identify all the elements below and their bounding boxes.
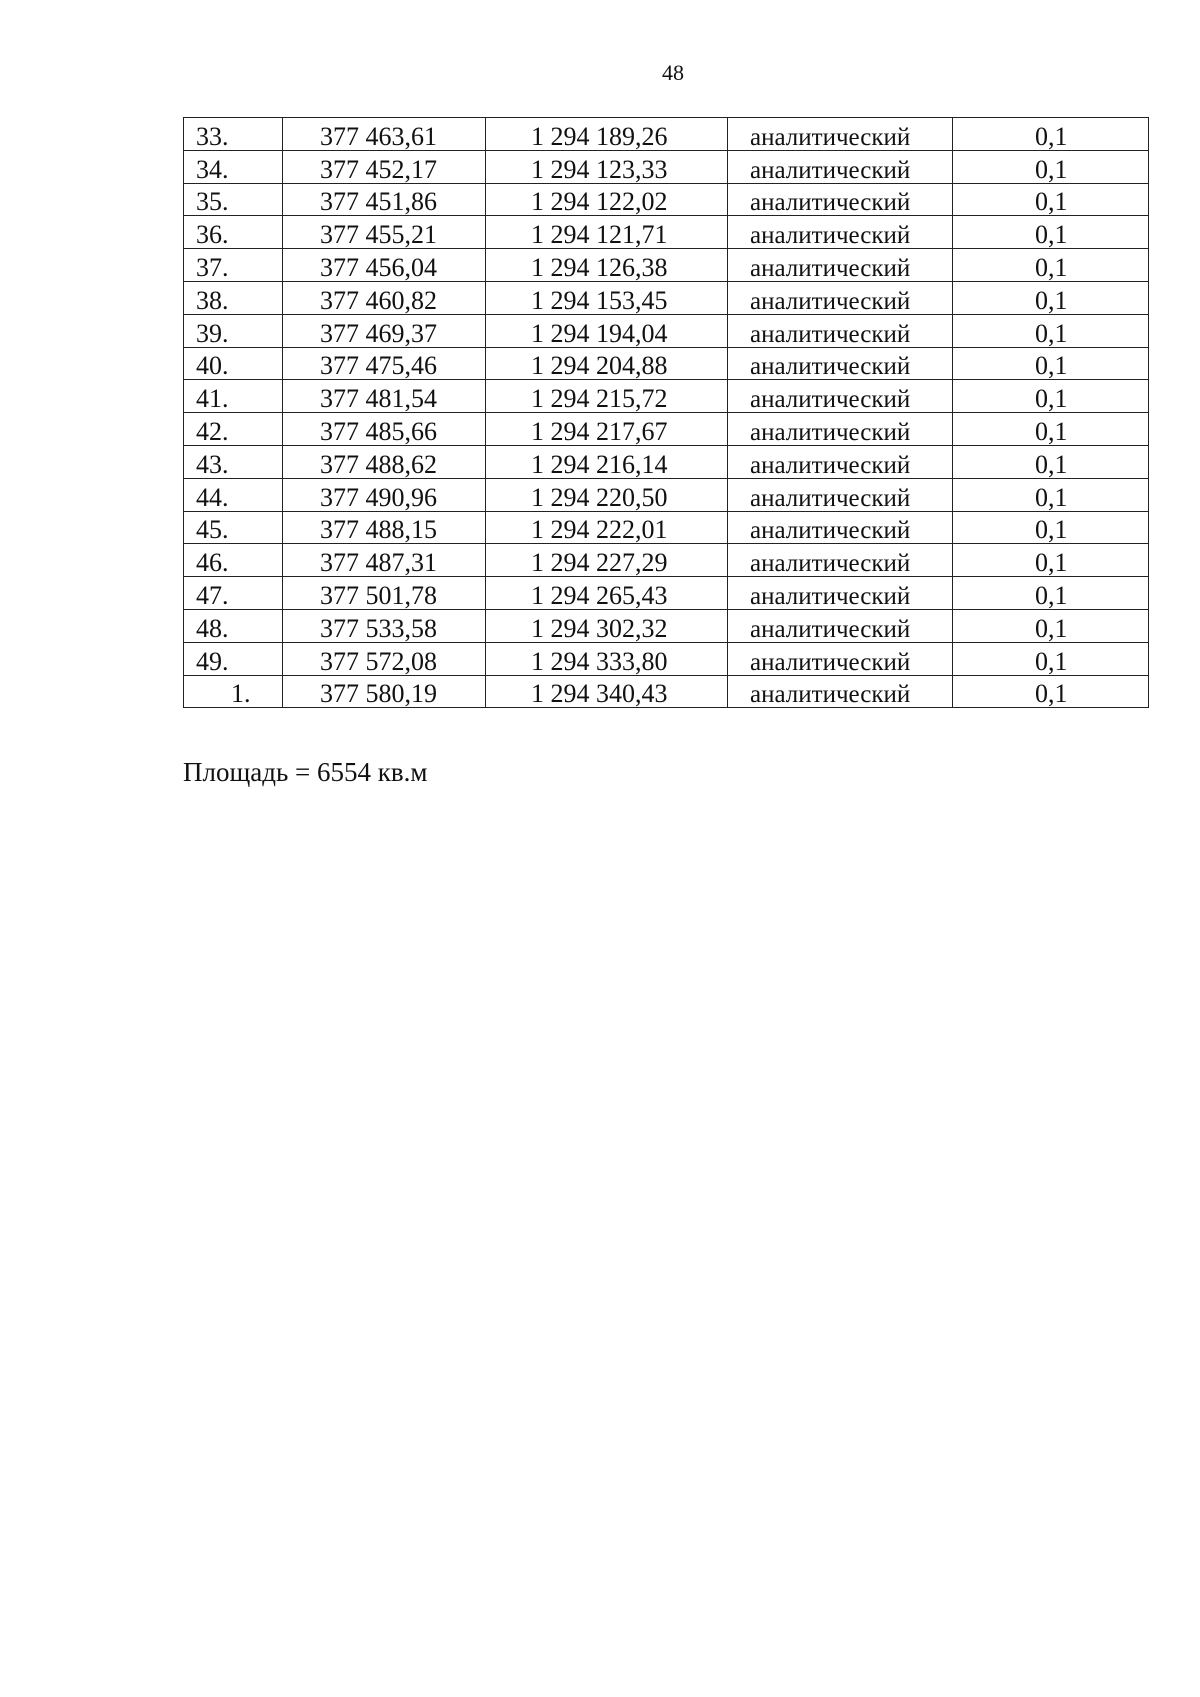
point-number-cell: 33. bbox=[184, 118, 283, 151]
x-coordinate-cell: 377 580,19 bbox=[283, 675, 486, 708]
method-cell: аналитический bbox=[728, 609, 953, 642]
x-coordinate-cell: 377 488,15 bbox=[283, 511, 486, 544]
y-coordinate-cell: 1 294 204,88 bbox=[486, 347, 728, 380]
y-coordinate-cell: 1 294 340,43 bbox=[486, 675, 728, 708]
method-cell: аналитический bbox=[728, 413, 953, 446]
error-cell: 0,1 bbox=[953, 249, 1149, 282]
error-cell: 0,1 bbox=[953, 380, 1149, 413]
point-number-cell: 46. bbox=[184, 544, 283, 577]
x-coordinate-cell: 377 572,08 bbox=[283, 642, 486, 675]
table-row bbox=[184, 314, 1149, 347]
error-cell: 0,1 bbox=[953, 183, 1149, 216]
method-cell: аналитический bbox=[728, 380, 953, 413]
error-cell: 0,1 bbox=[953, 675, 1149, 708]
method-cell: аналитический bbox=[728, 445, 953, 478]
point-number-cell: 1. bbox=[184, 675, 283, 708]
y-coordinate-cell: 1 294 122,02 bbox=[486, 183, 728, 216]
method-cell: аналитический bbox=[728, 544, 953, 577]
error-cell: 0,1 bbox=[953, 478, 1149, 511]
x-coordinate-cell: 377 501,78 bbox=[283, 577, 486, 610]
x-coordinate-cell: 377 469,37 bbox=[283, 314, 486, 347]
error-cell: 0,1 bbox=[953, 281, 1149, 314]
area-total: Площадь = 6554 кв.м bbox=[183, 757, 428, 787]
table-row bbox=[184, 380, 1149, 413]
point-number-cell: 35. bbox=[184, 183, 283, 216]
point-number-cell: 34. bbox=[184, 150, 283, 183]
point-number-cell: 39. bbox=[184, 314, 283, 347]
y-coordinate-cell: 1 294 222,01 bbox=[486, 511, 728, 544]
point-number-cell: 37. bbox=[184, 249, 283, 282]
error-cell: 0,1 bbox=[953, 511, 1149, 544]
table-row bbox=[184, 118, 1149, 151]
method-cell: аналитический bbox=[728, 249, 953, 282]
x-coordinate-cell: 377 475,46 bbox=[283, 347, 486, 380]
point-number-cell: 44. bbox=[184, 478, 283, 511]
table-row bbox=[184, 347, 1149, 380]
error-cell: 0,1 bbox=[953, 150, 1149, 183]
error-cell: 0,1 bbox=[953, 445, 1149, 478]
table-row bbox=[184, 413, 1149, 446]
y-coordinate-cell: 1 294 220,50 bbox=[486, 478, 728, 511]
point-number-cell: 38. bbox=[184, 281, 283, 314]
method-cell: аналитический bbox=[728, 118, 953, 151]
method-cell: аналитический bbox=[728, 314, 953, 347]
table-row bbox=[184, 478, 1149, 511]
y-coordinate-cell: 1 294 227,29 bbox=[486, 544, 728, 577]
method-cell: аналитический bbox=[728, 511, 953, 544]
point-number-cell: 43. bbox=[184, 445, 283, 478]
error-cell: 0,1 bbox=[953, 642, 1149, 675]
x-coordinate-cell: 377 456,04 bbox=[283, 249, 486, 282]
error-cell: 0,1 bbox=[953, 544, 1149, 577]
y-coordinate-cell: 1 294 123,33 bbox=[486, 150, 728, 183]
point-number-cell: 49. bbox=[184, 642, 283, 675]
error-cell: 0,1 bbox=[953, 314, 1149, 347]
table-row bbox=[184, 445, 1149, 478]
method-cell: аналитический bbox=[728, 642, 953, 675]
y-coordinate-cell: 1 294 126,38 bbox=[486, 249, 728, 282]
x-coordinate-cell: 377 451,86 bbox=[283, 183, 486, 216]
page-number: 48 bbox=[662, 60, 684, 85]
coordinates-table bbox=[183, 117, 1149, 708]
error-cell: 0,1 bbox=[953, 216, 1149, 249]
table-row bbox=[184, 544, 1149, 577]
error-cell: 0,1 bbox=[953, 609, 1149, 642]
table-row bbox=[184, 609, 1149, 642]
x-coordinate-cell: 377 481,54 bbox=[283, 380, 486, 413]
table-row bbox=[184, 183, 1149, 216]
method-cell: аналитический bbox=[728, 150, 953, 183]
x-coordinate-cell: 377 533,58 bbox=[283, 609, 486, 642]
method-cell: аналитический bbox=[728, 478, 953, 511]
y-coordinate-cell: 1 294 215,72 bbox=[486, 380, 728, 413]
method-cell: аналитический bbox=[728, 347, 953, 380]
table-row bbox=[184, 642, 1149, 675]
error-cell: 0,1 bbox=[953, 577, 1149, 610]
y-coordinate-cell: 1 294 189,26 bbox=[486, 118, 728, 151]
error-cell: 0,1 bbox=[953, 118, 1149, 151]
y-coordinate-cell: 1 294 121,71 bbox=[486, 216, 728, 249]
table-row bbox=[184, 281, 1149, 314]
y-coordinate-cell: 1 294 302,32 bbox=[486, 609, 728, 642]
error-cell: 0,1 bbox=[953, 413, 1149, 446]
y-coordinate-cell: 1 294 217,67 bbox=[486, 413, 728, 446]
point-number-cell: 48. bbox=[184, 609, 283, 642]
method-cell: аналитический bbox=[728, 216, 953, 249]
point-number-cell: 40. bbox=[184, 347, 283, 380]
table-row bbox=[184, 216, 1149, 249]
table-row bbox=[184, 249, 1149, 282]
table-row bbox=[184, 577, 1149, 610]
y-coordinate-cell: 1 294 333,80 bbox=[486, 642, 728, 675]
x-coordinate-cell: 377 463,61 bbox=[283, 118, 486, 151]
x-coordinate-cell: 377 487,31 bbox=[283, 544, 486, 577]
y-coordinate-cell: 1 294 153,45 bbox=[486, 281, 728, 314]
x-coordinate-cell: 377 452,17 bbox=[283, 150, 486, 183]
error-cell: 0,1 bbox=[953, 347, 1149, 380]
method-cell: аналитический bbox=[728, 281, 953, 314]
x-coordinate-cell: 377 455,21 bbox=[283, 216, 486, 249]
y-coordinate-cell: 1 294 216,14 bbox=[486, 445, 728, 478]
x-coordinate-cell: 377 488,62 bbox=[283, 445, 486, 478]
point-number-cell: 41. bbox=[184, 380, 283, 413]
point-number-cell: 45. bbox=[184, 511, 283, 544]
table-row bbox=[184, 150, 1149, 183]
method-cell: аналитический bbox=[728, 577, 953, 610]
point-number-cell: 47. bbox=[184, 577, 283, 610]
table-row bbox=[184, 511, 1149, 544]
method-cell: аналитический bbox=[728, 183, 953, 216]
x-coordinate-cell: 377 460,82 bbox=[283, 281, 486, 314]
point-number-cell: 42. bbox=[184, 413, 283, 446]
y-coordinate-cell: 1 294 265,43 bbox=[486, 577, 728, 610]
y-coordinate-cell: 1 294 194,04 bbox=[486, 314, 728, 347]
x-coordinate-cell: 377 485,66 bbox=[283, 413, 486, 446]
table-row bbox=[184, 675, 1149, 708]
point-number-cell: 36. bbox=[184, 216, 283, 249]
coordinates-table-body bbox=[184, 118, 1149, 708]
x-coordinate-cell: 377 490,96 bbox=[283, 478, 486, 511]
method-cell: аналитический bbox=[728, 675, 953, 708]
